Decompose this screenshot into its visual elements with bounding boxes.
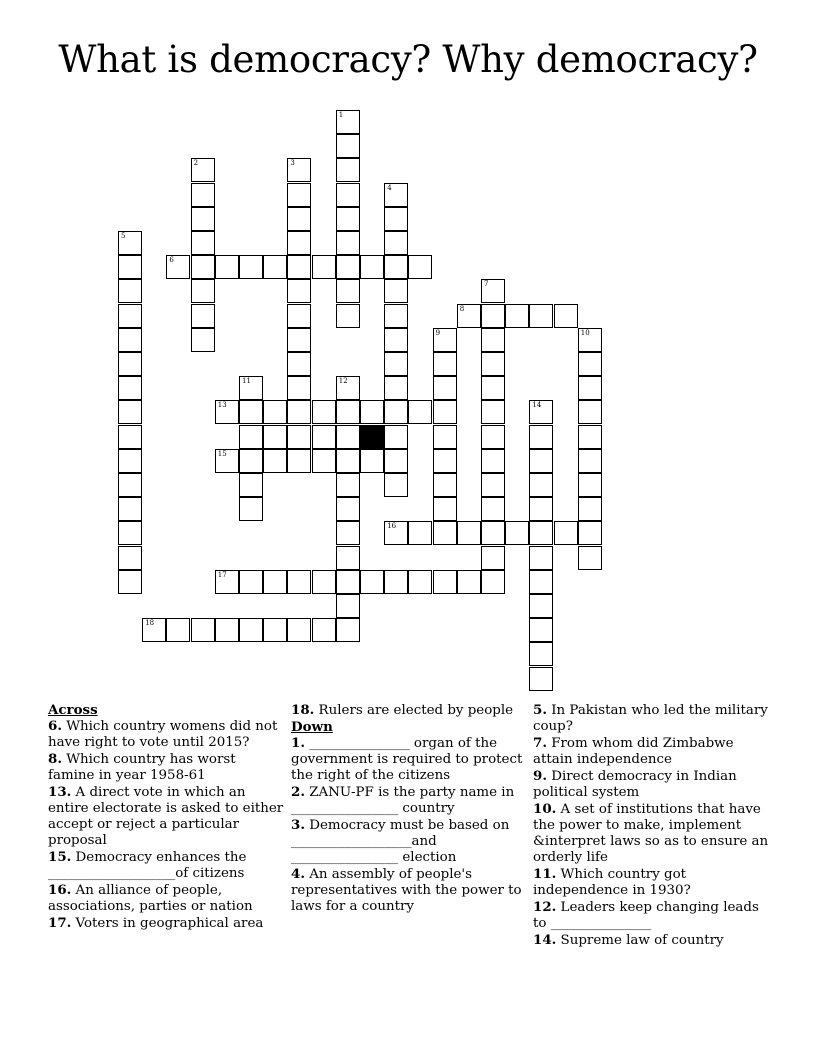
clue-item-number: 14.	[533, 932, 557, 948]
grid-cell[interactable]	[384, 473, 408, 497]
grid-cell[interactable]	[336, 134, 360, 158]
grid-cell[interactable]	[287, 425, 311, 449]
grid-cell[interactable]	[118, 473, 142, 497]
grid-cell[interactable]	[118, 231, 142, 255]
grid-cell[interactable]	[408, 400, 432, 424]
grid-cell[interactable]	[578, 400, 602, 424]
grid-cell[interactable]	[433, 376, 457, 400]
clue-number: 13	[217, 401, 227, 410]
clue-item-number: 8.	[48, 751, 62, 767]
grid-cell[interactable]	[166, 618, 190, 642]
grid-cell[interactable]	[384, 400, 408, 424]
clue-number: 14	[532, 401, 542, 410]
grid-cell[interactable]	[505, 521, 529, 545]
grid-cell[interactable]	[408, 255, 432, 279]
grid-cell[interactable]	[336, 110, 360, 134]
grid-cell[interactable]	[312, 400, 336, 424]
grid-cell[interactable]	[239, 425, 263, 449]
grid-cell[interactable]	[554, 304, 578, 328]
clue-number: 9	[435, 328, 441, 337]
grid-cell[interactable]	[433, 570, 457, 594]
clue-item-number: 6.	[48, 718, 62, 734]
grid-cell[interactable]	[384, 352, 408, 376]
grid-cell[interactable]	[191, 279, 215, 303]
clue-number: 8	[459, 304, 465, 313]
grid-cell[interactable]	[191, 328, 215, 352]
grid-cell[interactable]	[529, 473, 553, 497]
grid-cell[interactable]	[336, 425, 360, 449]
grid-cell[interactable]	[263, 449, 287, 473]
clue-item-number: 13.	[48, 784, 72, 800]
grid-cell[interactable]	[287, 255, 311, 279]
grid-cell[interactable]	[166, 255, 190, 279]
clue-item-text: _______________ organ of the government is required to protect the right of the citizens	[291, 736, 523, 783]
grid-cell[interactable]	[118, 376, 142, 400]
grid-cell[interactable]	[433, 425, 457, 449]
clue-item-text: Democracy must be based on __________________and ________________ election	[291, 818, 510, 865]
clue-item	[291, 817, 527, 866]
grid-cell[interactable]	[384, 521, 408, 545]
grid-cell[interactable]	[433, 473, 457, 497]
grid-cell[interactable]	[336, 618, 360, 642]
grid-cell[interactable]	[578, 328, 602, 352]
grid-cell[interactable]	[360, 449, 384, 473]
clue-number: 17	[217, 570, 227, 579]
grid-cell[interactable]	[287, 400, 311, 424]
clue-item-text: In Pakistan who led the military coup?	[533, 703, 768, 734]
grid-cell[interactable]	[336, 158, 360, 182]
grid-cell[interactable]	[118, 400, 142, 424]
grid-cell[interactable]	[578, 449, 602, 473]
grid-cell[interactable]	[457, 521, 481, 545]
clue-number: 12	[338, 377, 348, 386]
grid-cell[interactable]	[529, 618, 553, 642]
grid-cell[interactable]	[118, 449, 142, 473]
grid-cell[interactable]	[481, 352, 505, 376]
clue-item-number: 5.	[533, 702, 547, 718]
grid-cell[interactable]	[457, 304, 481, 328]
grid-cell[interactable]	[433, 328, 457, 352]
page-title: What is democracy? Why democracy?	[58, 38, 758, 81]
grid-cell[interactable]	[529, 546, 553, 570]
grid-cell[interactable]	[360, 255, 384, 279]
clue-item-number: 9.	[533, 768, 547, 784]
clue-item-number: 7.	[533, 735, 547, 751]
clue-item-text: Direct democracy in Indian political system	[533, 769, 737, 800]
clue-item	[533, 768, 769, 801]
grid-cell[interactable]	[287, 207, 311, 231]
grid-cell[interactable]	[529, 425, 553, 449]
grid-cell[interactable]	[287, 279, 311, 303]
clue-number: 5	[121, 232, 126, 240]
grid-cell[interactable]	[287, 158, 311, 182]
grid-cell[interactable]	[408, 570, 432, 594]
grid-cell[interactable]	[239, 618, 263, 642]
grid-cell[interactable]	[336, 231, 360, 255]
grid-cell[interactable]	[215, 400, 239, 424]
grid-cell[interactable]	[481, 400, 505, 424]
grid-cell[interactable]	[336, 376, 360, 400]
grid-cell[interactable]	[529, 594, 553, 618]
clues-column-1	[48, 702, 284, 932]
grid-cell[interactable]	[336, 279, 360, 303]
grid-cell[interactable]	[191, 158, 215, 182]
clue-number: 3	[290, 159, 295, 168]
grid-cell[interactable]	[554, 521, 578, 545]
grid-cell[interactable]	[481, 425, 505, 449]
clue-item-number: 17.	[48, 915, 72, 931]
grid-cell[interactable]	[481, 546, 505, 570]
grid-cell[interactable]	[529, 521, 553, 545]
grid-cell[interactable]	[360, 570, 384, 594]
grid-cell[interactable]	[118, 352, 142, 376]
grid-cell[interactable]	[118, 425, 142, 449]
grid-cell[interactable]	[239, 400, 263, 424]
grid-cell[interactable]	[191, 304, 215, 328]
grid-cell[interactable]	[239, 449, 263, 473]
clue-item-text: Rulers are elected by people	[314, 703, 514, 718]
clue-item-number: 10.	[533, 801, 557, 817]
grid-cell[interactable]	[287, 352, 311, 376]
clue-item	[48, 915, 284, 932]
clue-item	[48, 882, 284, 915]
grid-cell[interactable]	[118, 279, 142, 303]
grid-cell[interactable]	[481, 570, 505, 594]
grid-cell[interactable]	[578, 376, 602, 400]
grid-cell[interactable]	[384, 207, 408, 231]
grid-cell[interactable]	[191, 231, 215, 255]
clue-item-text: From whom did Zimbabwe attain independence	[533, 736, 734, 767]
grid-cell[interactable]	[215, 570, 239, 594]
grid-cell[interactable]	[481, 473, 505, 497]
grid-cell[interactable]	[263, 425, 287, 449]
grid-cell[interactable]	[312, 449, 336, 473]
grid-cell[interactable]	[239, 473, 263, 497]
grid-cell[interactable]	[239, 376, 263, 400]
grid-cell[interactable]	[384, 304, 408, 328]
grid-cell[interactable]	[384, 449, 408, 473]
grid-cell[interactable]	[433, 521, 457, 545]
grid-cell[interactable]	[118, 255, 142, 279]
clue-item-number: 4.	[291, 866, 305, 882]
grid-cell[interactable]	[312, 618, 336, 642]
grid-cell[interactable]	[191, 255, 215, 279]
grid-cell[interactable]	[578, 352, 602, 376]
grid-cell[interactable]	[384, 425, 408, 449]
clue-number: 10	[580, 328, 590, 337]
grid-cell[interactable]	[384, 328, 408, 352]
clue-item	[533, 899, 769, 932]
grid-cell[interactable]	[481, 376, 505, 400]
grid-cell[interactable]	[481, 449, 505, 473]
grid-cell[interactable]	[215, 449, 239, 473]
grid-cell[interactable]	[263, 255, 287, 279]
grid-cell[interactable]	[481, 304, 505, 328]
grid-cell[interactable]	[336, 473, 360, 497]
grid-cell[interactable]	[384, 376, 408, 400]
grid-cell[interactable]	[336, 255, 360, 279]
clue-item-text: Supreme law of country	[556, 933, 724, 948]
clue-number: 4	[387, 183, 392, 192]
grid-cell[interactable]	[481, 328, 505, 352]
grid-cell[interactable]	[336, 497, 360, 521]
clues-column-3	[533, 702, 769, 949]
clue-item-number: 12.	[533, 899, 557, 915]
grid-cell[interactable]	[529, 570, 553, 594]
grid-cell[interactable]	[336, 570, 360, 594]
grid-cell[interactable]	[191, 183, 215, 207]
grid-cell[interactable]	[263, 570, 287, 594]
grid-cell[interactable]	[578, 473, 602, 497]
grid-cell[interactable]	[263, 618, 287, 642]
grid-block-cell	[360, 425, 384, 449]
grid-cell[interactable]	[384, 279, 408, 303]
grid-cell[interactable]	[215, 255, 239, 279]
grid-cell[interactable]	[312, 425, 336, 449]
grid-cell[interactable]	[505, 304, 529, 328]
clue-item	[533, 801, 769, 866]
clue-number: 2	[193, 159, 199, 168]
grid-cell[interactable]	[118, 546, 142, 570]
grid-cell[interactable]	[529, 449, 553, 473]
clue-item	[533, 866, 769, 899]
clue-item-text: Democracy enhances the ___________________of citizens	[48, 850, 247, 881]
grid-cell[interactable]	[336, 304, 360, 328]
grid-cell[interactable]	[433, 400, 457, 424]
clue-item-text: An assembly of people's representatives with the power to laws for a country	[291, 867, 522, 914]
grid-cell[interactable]	[287, 183, 311, 207]
grid-cell[interactable]	[118, 304, 142, 328]
grid-cell[interactable]	[263, 400, 287, 424]
grid-cell[interactable]	[287, 304, 311, 328]
grid-cell[interactable]	[287, 570, 311, 594]
grid-cell[interactable]	[118, 521, 142, 545]
grid-cell[interactable]	[215, 618, 239, 642]
grid-cell[interactable]	[118, 570, 142, 594]
grid-cell[interactable]	[287, 231, 311, 255]
clue-item	[48, 784, 284, 849]
clue-number: 1	[338, 111, 344, 119]
clue-item-number: 16.	[48, 882, 72, 898]
grid-cell[interactable]	[239, 255, 263, 279]
clue-item-text: ZANU-PF is the party name in ________________ country	[291, 785, 515, 816]
grid-cell[interactable]	[287, 449, 311, 473]
clue-item	[533, 735, 769, 768]
clue-item	[291, 784, 527, 817]
grid-cell[interactable]	[433, 449, 457, 473]
grid-cell[interactable]	[336, 183, 360, 207]
down-heading: Down	[291, 719, 333, 735]
grid-cell[interactable]	[481, 521, 505, 545]
grid-cell[interactable]	[191, 207, 215, 231]
grid-cell[interactable]	[408, 521, 432, 545]
grid-cell[interactable]	[578, 425, 602, 449]
clue-item	[291, 735, 527, 784]
grid-cell[interactable]	[287, 328, 311, 352]
clue-item-text: Leaders keep changing leads to _______________	[533, 900, 759, 931]
clue-item	[291, 866, 527, 915]
clue-item-number: 11.	[533, 866, 557, 882]
grid-cell[interactable]	[529, 304, 553, 328]
grid-cell[interactable]	[239, 497, 263, 521]
grid-cell[interactable]	[433, 497, 457, 521]
clue-item-number: 18.	[291, 702, 315, 718]
grid-cell[interactable]	[578, 521, 602, 545]
clue-number: 15	[217, 449, 227, 458]
clue-item-number: 2.	[291, 784, 305, 800]
grid-cell[interactable]	[529, 400, 553, 424]
clue-item	[533, 932, 769, 949]
clue-number: 16	[387, 522, 397, 531]
grid-cell[interactable]	[287, 376, 311, 400]
grid-cell[interactable]	[336, 546, 360, 570]
grid-cell[interactable]	[384, 231, 408, 255]
grid-cell[interactable]	[457, 570, 481, 594]
across-heading: Across	[48, 702, 98, 718]
clue-item-number: 1.	[291, 735, 305, 751]
clue-item-text: A set of institutions that have the power to make, implement &interpret laws so as to ensure an orderly life	[533, 802, 769, 865]
clue-item-text: An alliance of people, associations, parties or nation	[48, 883, 253, 914]
clue-item-text: Which country got independence in 1930?	[533, 867, 691, 898]
grid-cell[interactable]	[529, 642, 553, 666]
grid-cell[interactable]	[239, 570, 263, 594]
grid-cell[interactable]	[287, 618, 311, 642]
grid-cell[interactable]	[384, 255, 408, 279]
grid-cell[interactable]	[578, 497, 602, 521]
clue-number: 18	[145, 619, 155, 628]
grid-cell[interactable]	[312, 570, 336, 594]
grid-cell[interactable]	[481, 497, 505, 521]
grid-cell[interactable]	[529, 667, 553, 691]
grid-cell[interactable]	[142, 618, 166, 642]
grid-cell[interactable]	[336, 400, 360, 424]
grid-cell[interactable]	[433, 352, 457, 376]
grid-cell[interactable]	[578, 546, 602, 570]
clue-item-text: Which country has worst famine in year 1958-61	[48, 752, 236, 783]
grid-cell[interactable]	[360, 400, 384, 424]
grid-cell[interactable]	[481, 279, 505, 303]
clue-item-text: Voters in geographical area	[71, 916, 264, 931]
grid-cell[interactable]	[118, 328, 142, 352]
grid-cell[interactable]	[336, 521, 360, 545]
clue-item	[48, 849, 284, 882]
clue-item-number: 3.	[291, 817, 305, 833]
grid-cell[interactable]	[384, 570, 408, 594]
grid-cell[interactable]	[191, 618, 215, 642]
clue-number: 6	[169, 256, 174, 265]
clue-item	[533, 702, 769, 735]
clue-item	[291, 702, 527, 719]
grid-cell[interactable]	[529, 497, 553, 521]
clue-number: 11	[242, 377, 251, 386]
grid-cell[interactable]	[118, 497, 142, 521]
clue-number: 7	[484, 280, 489, 289]
clue-item-number: 15.	[48, 849, 72, 865]
grid-cell[interactable]	[336, 207, 360, 231]
clues-column-2	[291, 702, 527, 915]
clue-item	[48, 751, 284, 784]
grid-cell[interactable]	[312, 255, 336, 279]
clue-item-text: A direct vote in which an entire electorate is asked to either accept or reject a particular proposal	[48, 785, 284, 848]
clue-item-text: Which country womens did not have right to vote until 2015?	[48, 719, 278, 750]
grid-cell[interactable]	[336, 449, 360, 473]
grid-cell[interactable]	[384, 183, 408, 207]
clue-item	[48, 718, 284, 751]
grid-cell[interactable]	[336, 594, 360, 618]
